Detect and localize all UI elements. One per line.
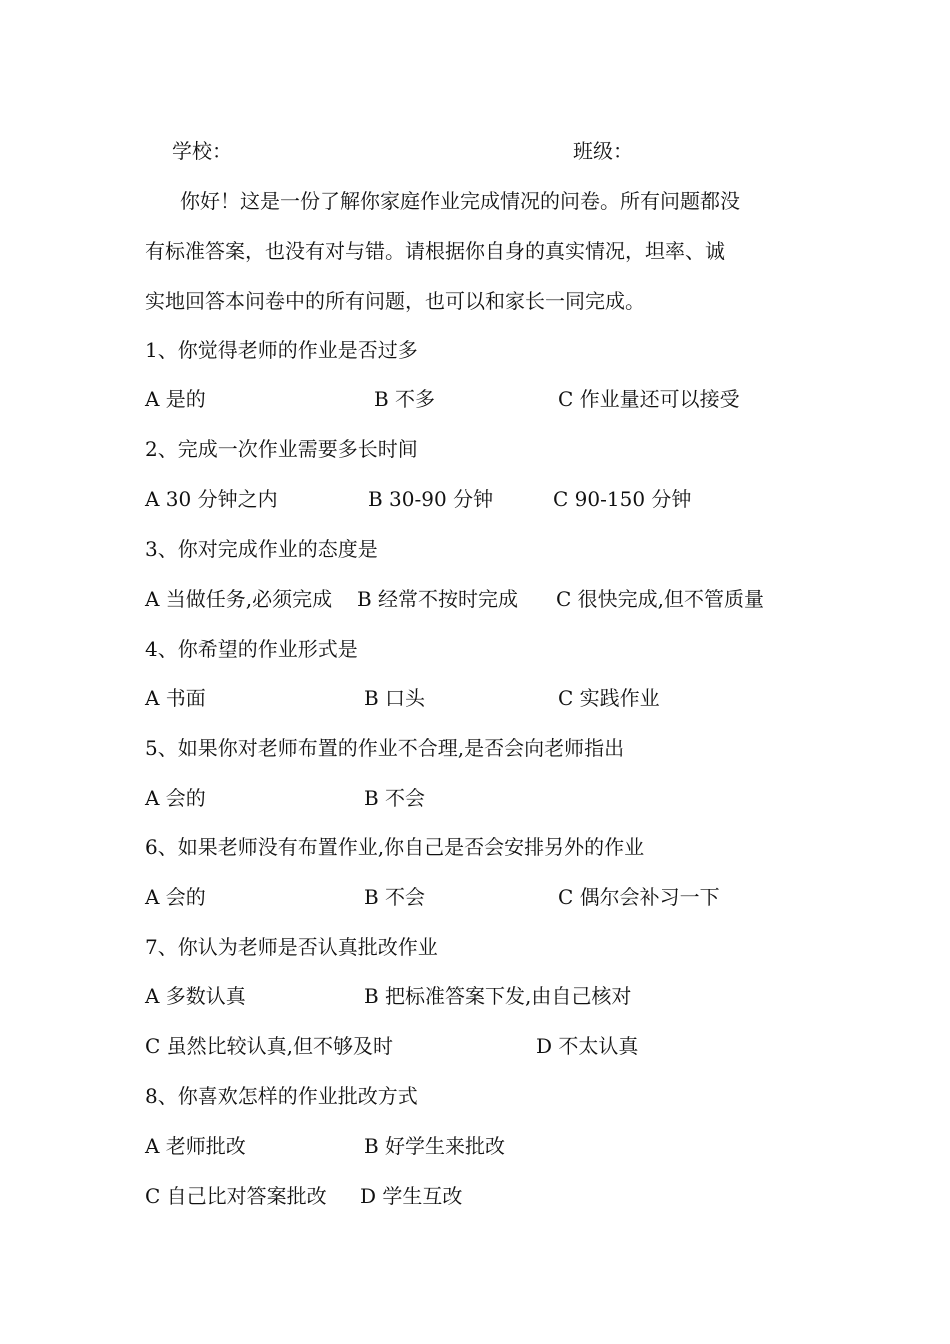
q8-option-b: B 好学生来批改 [364, 1134, 506, 1158]
q1-option-b: B 不多 [374, 387, 436, 411]
q7-option-c: C 虽然比较认真,但不够及时 [145, 1034, 394, 1058]
q5-option-b: B 不会 [364, 786, 426, 810]
question-7: 7、你认为老师是否认真批改作业 [145, 935, 438, 959]
q7-option-d: D 不太认真 [536, 1034, 639, 1058]
q3-option-b: B 经常不按时完成 [357, 587, 519, 611]
question-1: 1、你觉得老师的作业是否过多 [145, 338, 418, 362]
intro-line-2: 有标准答案，也没有对与错。请根据你自身的真实情况，坦率、诚 [145, 239, 725, 263]
q8-option-d: D 学生互改 [360, 1184, 463, 1208]
q2-option-a: A 30 分钟之内 [145, 487, 278, 511]
q5-option-a: A 会的 [145, 786, 206, 810]
q3-option-c: C 很快完成,但不管质量 [556, 587, 765, 611]
q7-option-b: B 把标准答案下发,由自己核对 [364, 984, 632, 1008]
q8-option-a: A 老师批改 [145, 1134, 246, 1158]
class-label: 班级： [573, 139, 633, 163]
q2-option-b: B 30-90 分钟 [368, 487, 494, 511]
q6-option-b: B 不会 [364, 885, 426, 909]
question-2: 2、完成一次作业需要多长时间 [145, 437, 418, 461]
question-3: 3、你对完成作业的态度是 [145, 537, 378, 561]
q3-option-a: A 当做任务,必须完成 [145, 587, 333, 611]
school-label: 学校： [172, 139, 232, 163]
q2-option-c: C 90-150 分钟 [553, 487, 692, 511]
q6-option-c: C 偶尔会补习一下 [558, 885, 720, 909]
q4-option-a: A 书面 [145, 686, 206, 710]
question-4: 4、你希望的作业形式是 [145, 637, 358, 661]
question-8: 8、你喜欢怎样的作业批改方式 [145, 1084, 418, 1108]
question-6: 6、如果老师没有布置作业,你自己是否会安排另外的作业 [145, 835, 645, 859]
q6-option-a: A 会的 [145, 885, 206, 909]
intro-line-3: 实地回答本问卷中的所有问题，也可以和家长一同完成。 [145, 289, 645, 313]
q4-option-c: C 实践作业 [558, 686, 660, 710]
q8-option-c: C 自己比对答案批改 [145, 1184, 327, 1208]
intro-line-1: 你好！这是一份了解你家庭作业完成情况的问卷。所有问题都没 [180, 189, 740, 213]
q7-option-a: A 多数认真 [145, 984, 246, 1008]
q1-option-a: A 是的 [145, 387, 206, 411]
q1-option-c: C 作业量还可以接受 [558, 387, 740, 411]
question-5: 5、如果你对老师布置的作业不合理,是否会向老师指出 [145, 736, 625, 760]
q4-option-b: B 口头 [364, 686, 426, 710]
